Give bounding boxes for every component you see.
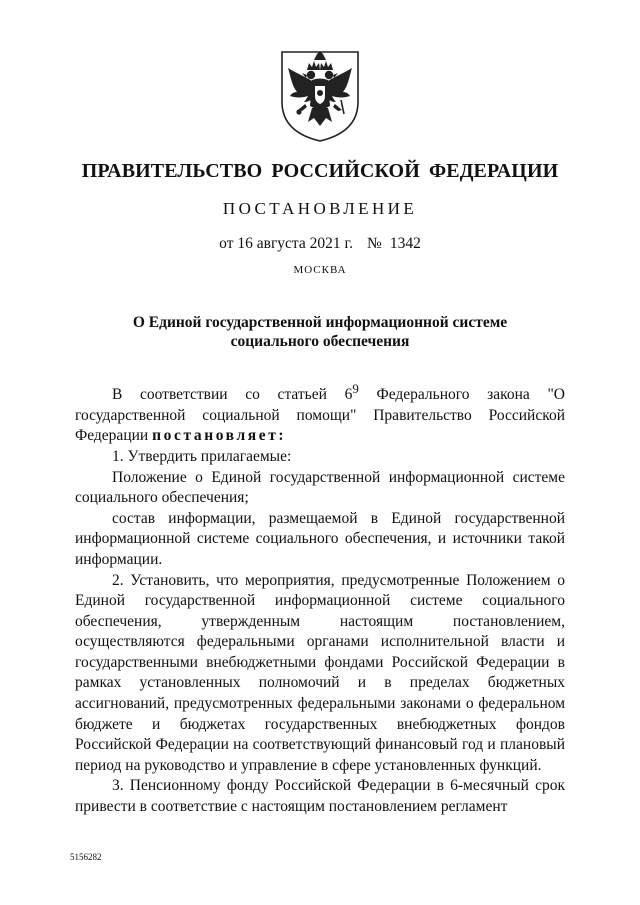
title-line-1: О Единой государственной информационной системе <box>132 314 508 331</box>
document-type: ПОСТАНОВЛЕНИЕ <box>222 199 418 218</box>
document-code: 5156282 <box>70 852 102 862</box>
government-name: ПРАВИТЕЛЬСТВО РОССИЙСКОЙ ФЕДЕРАЦИИ <box>81 160 559 182</box>
item-1: 1. Утвердить прилагаемые: <box>112 447 292 465</box>
item-2: 2. Установить, что мероприятия, предусмотренные Положением о Единой государственной информационной системе социального обеспечения, утвержденным настоящим постановлением, осуществляются федеральными органами исполнительной власти и государственными внебюджетными фондами Российской Федерации в рамках установленных полномочий и в пределах бюджетных ассигнований, предусмотренных федеральными законами о федеральном бюджете и бюджетах государственных внебюджетных фондов Российской Федерации на соответствующий финансовый год и плановый период на руководство и управление в сфере установленных функций. <box>75 571 565 774</box>
document-body <box>75 379 565 818</box>
title-line-2: социального обеспечения <box>230 333 410 350</box>
item-3: 3. Пенсионному фонду Российской Федерации в 6-месячный срок привести в соответствие с настоящим постановлением регламент <box>75 777 565 816</box>
coat-of-arms-icon <box>278 48 362 144</box>
decree-number: 1342 <box>389 235 421 252</box>
number-sign: № <box>367 235 382 252</box>
decree-date: от 16 августа 2021 г. <box>219 235 354 252</box>
city-name: МОСКВА <box>293 264 347 276</box>
date-line <box>0 235 640 253</box>
article-superscript: 9 <box>352 381 359 396</box>
intro-text-middle: Федерального закона "О государственной социальной помощи" Правительство Российской Федерации <box>75 386 566 445</box>
document-title <box>0 313 640 351</box>
intro-paragraph <box>75 379 565 447</box>
intro-text-start: В соответствии со статьей 6 <box>112 386 353 404</box>
decree-verb: постановляет: <box>152 427 287 445</box>
item-1-composition: состав информации, размещаемой в Единой государственной информационной системе социального обеспечения, и источники такой информации. <box>75 509 565 568</box>
item-1-regulation: Положение о Единой государственной информационной системе социального обеспечения; <box>75 468 565 507</box>
